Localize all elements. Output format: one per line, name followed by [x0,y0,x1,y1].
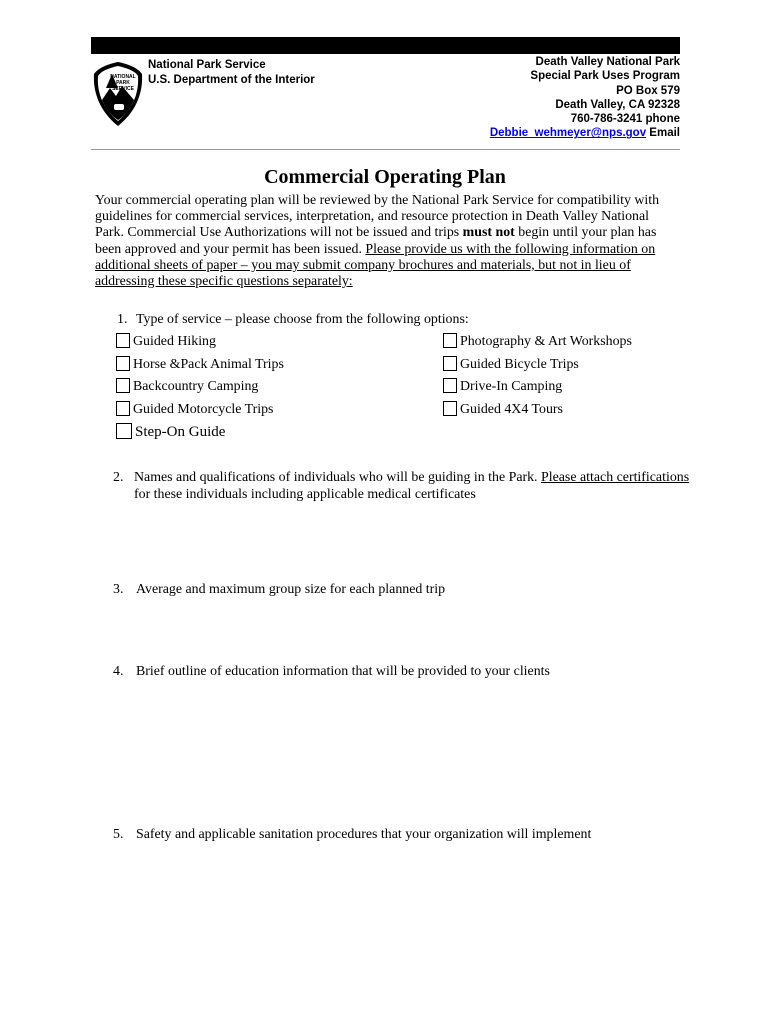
po-box: PO Box 579 [616,84,680,97]
contact-block [490,55,680,141]
logo-text-line2: PARK [116,80,130,86]
option-label: Guided 4X4 Tours [460,402,563,417]
phone: 760-786-3241 phone [570,113,680,126]
option-label: Photography & Art Workshops [460,334,632,349]
option-label: Backcountry Camping [133,379,259,394]
question-number: 5. [113,827,124,842]
email-label: Email [646,127,680,140]
checkbox[interactable] [116,356,130,371]
option-backcountry-camping[interactable] [116,377,258,397]
park-name: Death Valley National Park [535,56,680,68]
header-divider [91,149,680,150]
question-text-main: Names and qualifications of individuals who will be guiding in the Park. [134,470,542,485]
question-text-underlined: Please attach certifications [541,470,690,485]
agency-block [148,58,315,87]
question-text: Average and maximum group size for each planned trip [136,582,446,597]
option-horse-pack-trips[interactable] [116,355,284,375]
checkbox[interactable] [443,378,457,393]
option-drive-in-camping[interactable] [443,377,562,397]
intro-bold: must not [462,225,515,241]
checkbox[interactable] [116,333,130,348]
option-label: Guided Hiking [133,334,216,349]
checkbox[interactable] [443,401,457,416]
option-guided-motorcycle-trips[interactable] [116,400,273,420]
intro-underlined: Please provide us with the following information on additional sheets of paper – you may submit company brochures and materials, but not in lieu of addressing these specific questions separately: [95,241,656,290]
logo-text-line1: NATIONAL [110,74,136,80]
question-number: 1. [117,312,128,327]
checkbox[interactable] [443,356,457,371]
option-label: Step-On Guide [135,424,226,440]
city-state-zip: Death Valley, CA 92328 [555,98,680,111]
question-text-cont: for these individuals including applicable medical certificates [134,487,476,502]
option-guided-hiking[interactable] [116,332,216,352]
option-guided-4x4-tours[interactable] [443,400,563,420]
department-name: U.S. Department of the Interior [148,73,315,86]
question-text: Safety and applicable sanitation procedures that your organization will implement [136,827,592,842]
document-title: Commercial Operating Plan [264,166,506,188]
header-bar [91,37,680,54]
email-line [490,126,680,140]
option-label: Guided Bicycle Trips [460,357,579,372]
option-label: Guided Motorcycle Trips [133,402,274,417]
agency-name: National Park Service [148,59,266,71]
nps-arrowhead-logo [92,60,144,128]
question-text: Type of service – please choose from the following options: [136,312,469,327]
question-number: 4. [113,664,124,679]
email-link[interactable]: Debbie_wehmeyer@nps.gov [489,127,647,140]
option-step-on-guide[interactable] [116,422,225,442]
question-number: 2. [113,470,124,485]
intro-paragraph [95,193,675,290]
logo-text-line3: SERVICE [112,86,134,92]
checkbox[interactable] [116,401,130,416]
intro-text-2: begin until your plan has been approved and your permit has been issued. [95,225,657,257]
checkbox[interactable] [443,333,457,348]
option-label: Drive-In Camping [460,379,563,394]
question-text [134,470,689,486]
question-number: 3. [113,582,124,597]
checkbox[interactable] [116,423,132,439]
option-guided-bicycle-trips[interactable] [443,355,579,375]
program-name: Special Park Uses Program [530,70,680,83]
option-label: Horse &Pack Animal Trips [133,357,284,372]
checkbox[interactable] [116,378,130,393]
question-text: Brief outline of education information that will be provided to your clients [136,664,550,679]
intro-text-1: Your commercial operating plan will be reviewed by the National Park Service for compatibility with guidelines for commercial services, interpretation, and resource protection in Death Valley National Park. Commercial Use Authorizations will not be issued and trips [95,193,660,241]
option-photography-art-workshops[interactable] [443,332,632,352]
